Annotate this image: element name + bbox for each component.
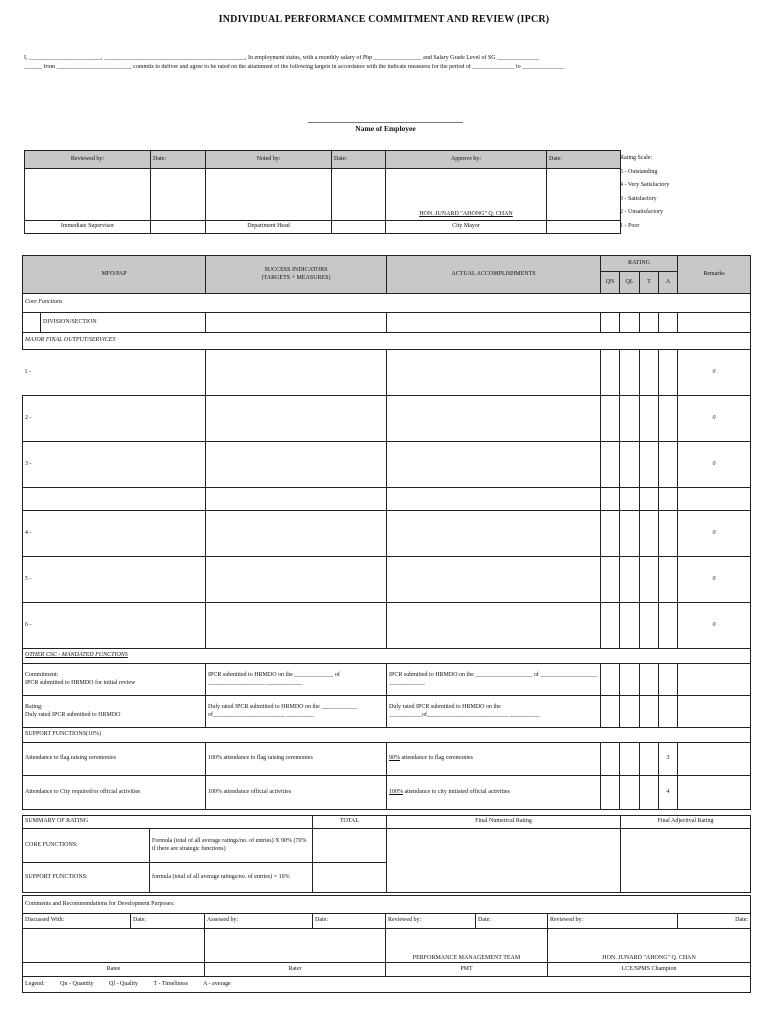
- final-adjectival-cell[interactable]: [621, 829, 751, 893]
- ql-cell[interactable]: [620, 313, 640, 333]
- remarks-header: Remarks: [678, 256, 751, 294]
- rating-si-cell[interactable]: Duly rated IPCR submitted to HRMDO on the ____________ of________________________ _________: [206, 696, 387, 728]
- si-cell[interactable]: [206, 442, 387, 488]
- name-signature-line: [308, 122, 463, 123]
- core-total-cell[interactable]: [313, 829, 387, 863]
- rater-signature-cell[interactable]: [205, 929, 386, 963]
- ql-cell[interactable]: [620, 743, 640, 776]
- city-actual-text: attendance to city initiated official activities: [403, 788, 510, 795]
- reviewed-by-header: Reviewed by:: [25, 151, 151, 169]
- flag-actual-text: attendance to flag ceremonies: [400, 755, 473, 762]
- support-functions-label: SUPPORT FUNCTIONS(10%): [23, 728, 751, 743]
- footer-mayor-name: HON. JUNARD "AHONG" Q. CHAN: [548, 929, 751, 963]
- commitment-label: Commitment:: [25, 672, 59, 678]
- commitment-si-cell[interactable]: IPCR submitted to HRMDO on the _____________ of ___________________ ____________: [206, 664, 387, 696]
- support-formula: formula (total of all average ratings/no. of entries) = 10%: [150, 863, 313, 893]
- qn-cell[interactable]: [601, 396, 620, 442]
- reviewed-by-label: Reviewed by:: [386, 914, 476, 929]
- t-cell[interactable]: [640, 776, 659, 810]
- comments-label[interactable]: Comments and Recommendations for Development Purposes:: [23, 896, 751, 914]
- blank-cell: [387, 488, 601, 511]
- actual-cell[interactable]: [387, 350, 601, 396]
- mfo-row-cell[interactable]: [23, 442, 206, 488]
- qn-cell[interactable]: [601, 350, 620, 396]
- commitment-mfo-cell: [23, 664, 206, 696]
- rating-actual-cell[interactable]: Duly rated IPCR submitted to HRMDO on the ___________of___________________________ __________: [387, 696, 601, 728]
- t-cell[interactable]: [640, 696, 659, 728]
- a-cell[interactable]: [659, 350, 678, 396]
- a-header: A: [659, 272, 678, 294]
- success-indicators-header: [206, 256, 387, 294]
- ratee-signature-cell[interactable]: [23, 929, 205, 963]
- assessed-by-label: Assessed by:: [205, 914, 313, 929]
- rating-scale-item: 1 - Poor: [620, 222, 640, 229]
- blank-cell: [547, 221, 621, 234]
- city-average: 4: [659, 776, 678, 810]
- mayor-date-cell[interactable]: [547, 169, 621, 221]
- remarks-value: 0: [678, 442, 751, 488]
- city-actual-percent: 100%: [389, 788, 404, 795]
- blank-cell: [332, 221, 386, 234]
- noted-by-header: Noted by:: [206, 151, 332, 169]
- commitment-statement-line2: ______ from _________________________ commits to deliver and agree to be rated on the attainment of the following targets in accordance with the indicate measures for the period of ______________ to ______________: [24, 64, 565, 70]
- rating-scale-title: Rating Scale:: [620, 155, 653, 161]
- ql-cell[interactable]: [620, 776, 640, 810]
- employee-name-label: Name of Employee: [355, 124, 416, 133]
- core-formula: Formula (total of all average ratings/no. of entries) X 90% (70% if there are strategic functions): [150, 829, 313, 863]
- ql-cell[interactable]: [620, 557, 640, 603]
- row-number: 4 -: [25, 529, 32, 536]
- division-si-cell[interactable]: [206, 313, 387, 333]
- actual-cell[interactable]: [387, 557, 601, 603]
- pmt-label: PMT: [386, 963, 548, 977]
- support-functions-summary-label: SUPPORT FUNCTIONS:: [23, 863, 150, 893]
- division-actual-cell[interactable]: [387, 313, 601, 333]
- a-cell[interactable]: [659, 511, 678, 557]
- final-numerical-label: Final Numerical Rating: [387, 816, 621, 829]
- rating-desc: Duly rated IPCR submitted to HRMDO: [25, 711, 121, 718]
- blank-cell: [206, 488, 387, 511]
- success-indicators-subtitle: (TARGETS + MEASURES): [261, 274, 331, 281]
- date-header-2: Date:: [332, 151, 386, 169]
- blank-cell: [659, 488, 678, 511]
- si-cell[interactable]: [206, 557, 387, 603]
- rating-scale-item: 4 - Very Satisfactory: [620, 182, 670, 188]
- remarks-cell[interactable]: [678, 743, 751, 776]
- summary-table: [22, 815, 751, 893]
- blank-cell: [620, 488, 640, 511]
- ql-cell[interactable]: [620, 511, 640, 557]
- blank-cell: [640, 488, 659, 511]
- major-final-output-label: MAJOR FINAL OUTPUT/SERVICES: [23, 333, 751, 350]
- qn-cell[interactable]: [601, 696, 620, 728]
- city-mfo-cell: Attendance to City required/or official activities: [23, 776, 206, 810]
- qn-cell[interactable]: [601, 313, 620, 333]
- qn-cell[interactable]: [601, 776, 620, 810]
- success-indicators-title: SUCCESS INDICATORS: [264, 267, 328, 273]
- signatories-table: [24, 150, 621, 234]
- blank-cell: [23, 488, 206, 511]
- t-cell[interactable]: [640, 743, 659, 776]
- row-number: 2 -: [25, 414, 32, 421]
- si-cell[interactable]: [206, 350, 387, 396]
- department-head-label: Department Head: [206, 221, 332, 234]
- actual-cell[interactable]: [387, 396, 601, 442]
- rating-label: Rating:: [25, 704, 43, 710]
- blank-cell: [678, 488, 751, 511]
- remarks-cell[interactable]: [678, 313, 751, 333]
- mfo-pap-header: MFO/PAP: [23, 256, 206, 294]
- a-cell[interactable]: [659, 696, 678, 728]
- city-actual-cell[interactable]: [387, 776, 601, 810]
- row-number: 6 -: [25, 621, 32, 628]
- t-cell[interactable]: [640, 557, 659, 603]
- commitment-desc: IPCR submitted to HRMDO for initial review: [25, 679, 136, 686]
- mfo-row-cell[interactable]: [23, 350, 206, 396]
- actual-cell[interactable]: [387, 442, 601, 488]
- discussed-with-label: Discussed With:: [23, 914, 131, 929]
- row-number: 1 -: [24, 368, 31, 375]
- dept-head-date-cell[interactable]: [332, 169, 386, 221]
- t-cell[interactable]: [640, 442, 659, 488]
- other-csc-label: OTHER CSC - MANDATED FUNCTIONS: [23, 649, 751, 664]
- row-number: 3 -: [25, 460, 32, 467]
- blank-cell: [151, 221, 206, 234]
- rating-header: RATING: [601, 256, 678, 272]
- flag-si-cell[interactable]: 100% attendance to flag raising ceremonies: [206, 743, 387, 776]
- qn-header: QN: [601, 272, 620, 294]
- remarks-cell[interactable]: [678, 696, 751, 728]
- remarks-cell[interactable]: [678, 776, 751, 810]
- date-header-3: Date:: [547, 151, 621, 169]
- remarks-cell[interactable]: [678, 664, 751, 696]
- t-cell[interactable]: [640, 350, 659, 396]
- remarks-value: 0: [678, 557, 751, 603]
- rating-scale-item: 2 - Unsatisfactory: [620, 209, 663, 215]
- ql-cell[interactable]: [620, 350, 640, 396]
- date-label: Date:: [476, 914, 548, 929]
- remarks-value: 0: [678, 603, 751, 649]
- t-header: T: [640, 272, 659, 294]
- a-cell[interactable]: [659, 313, 678, 333]
- mfo-row-cell[interactable]: [23, 511, 206, 557]
- legend-item: T - Timeliness: [153, 980, 188, 987]
- date-header-1: Date:: [151, 151, 206, 169]
- a-cell[interactable]: [659, 396, 678, 442]
- mfo-row-cell[interactable]: [23, 603, 206, 649]
- flag-actual-cell[interactable]: [387, 743, 601, 776]
- lce-label: LCE/SPMS Champion: [548, 963, 751, 977]
- legend-label: Legend:: [25, 980, 45, 987]
- city-si-cell[interactable]: 100% attendance official activities: [206, 776, 387, 810]
- rating-mfo-cell: [23, 696, 206, 728]
- division-section-label: DIVISION/SECTION: [41, 313, 206, 333]
- a-cell[interactable]: [659, 664, 678, 696]
- t-cell[interactable]: [640, 511, 659, 557]
- reviewed-by-label: Reviewed by:: [548, 914, 678, 929]
- core-functions-label: Core Functions: [23, 294, 751, 313]
- blank-cell: [601, 488, 620, 511]
- legend: [23, 977, 751, 993]
- supervisor-date-cell[interactable]: [151, 169, 206, 221]
- rater-label: Rater: [205, 963, 386, 977]
- actual-cell[interactable]: [387, 511, 601, 557]
- si-cell[interactable]: [206, 396, 387, 442]
- ql-cell[interactable]: [620, 396, 640, 442]
- mfo-row-cell[interactable]: [23, 396, 206, 442]
- qn-cell[interactable]: [601, 511, 620, 557]
- ipcr-main-table: [22, 255, 751, 810]
- mfo-row-cell[interactable]: [23, 557, 206, 603]
- t-cell[interactable]: [640, 313, 659, 333]
- rating-scale: [620, 152, 760, 233]
- ql-cell[interactable]: [620, 664, 640, 696]
- core-functions-summary-label: CORE FUNCTIONS:: [23, 829, 150, 863]
- remarks-value: 0: [678, 350, 751, 396]
- support-total-cell[interactable]: [313, 863, 387, 893]
- a-cell[interactable]: [659, 442, 678, 488]
- remarks-value: 0: [678, 396, 751, 442]
- pmt-team-label: PERFORMANCE MANAGEMENT TEAM: [386, 929, 548, 963]
- legend-item: Ql - Quality: [109, 980, 138, 987]
- summary-of-rating-label: SUMMARY OF RATING: [23, 816, 313, 829]
- total-label: TOTAL: [313, 816, 387, 829]
- si-cell[interactable]: [206, 511, 387, 557]
- rating-scale-item: 5 - Outstanding: [620, 168, 658, 175]
- rating-scale-item: 3 - Satisfactory: [620, 195, 657, 202]
- legend-item: A - average: [203, 980, 231, 987]
- dept-head-signature-cell[interactable]: [206, 169, 332, 221]
- flag-actual-percent: 90%: [389, 755, 401, 762]
- immediate-supervisor-label: Immediate Supervisor: [25, 221, 151, 234]
- commitment-actual-cell[interactable]: IPCR submitted to HRMDO on the ___________________ of ___________________ ____________: [387, 664, 601, 696]
- si-cell[interactable]: [206, 603, 387, 649]
- flag-average: 3: [659, 743, 678, 776]
- mayor-name-cell: HON. JUNARD "AHONG" Q. CHAN: [386, 169, 547, 221]
- supervisor-signature-cell[interactable]: [25, 169, 151, 221]
- footer-table: [22, 895, 751, 993]
- form-title: INDIVIDUAL PERFORMANCE COMMITMENT AND REVIEW (IPCR): [218, 14, 550, 25]
- ratee-label: Ratee: [23, 963, 205, 977]
- t-cell[interactable]: [640, 664, 659, 696]
- remarks-value: 0: [678, 511, 751, 557]
- ql-cell[interactable]: [620, 603, 640, 649]
- actual-cell[interactable]: [387, 603, 601, 649]
- date-label: Date:: [678, 914, 751, 929]
- qn-cell[interactable]: [601, 603, 620, 649]
- legend-item: Qn - Quantity: [60, 980, 94, 987]
- qn-cell[interactable]: [601, 557, 620, 603]
- flag-mfo-cell: Attendance to flag raising ceremonies: [23, 743, 206, 776]
- date-label: Date:: [131, 914, 205, 929]
- final-numerical-cell[interactable]: [387, 829, 621, 893]
- qn-cell[interactable]: [601, 664, 620, 696]
- a-cell[interactable]: [659, 603, 678, 649]
- ql-cell[interactable]: [620, 696, 640, 728]
- commitment-statement-line1: I, ________________________, _______________________________________________, In employment status, with a monthly salary of Php ________________ and Salary Grade Level of SG ______________: [24, 55, 540, 61]
- final-adjectival-label: Final Adjectival Rating: [621, 816, 751, 829]
- actual-accomplishments-header: ACTUAL ACCOMPLISHMENTS: [387, 256, 601, 294]
- approved-by-header: Approve by:: [386, 151, 547, 169]
- blank-cell: [23, 313, 41, 333]
- a-cell[interactable]: [659, 557, 678, 603]
- ql-cell[interactable]: [620, 442, 640, 488]
- date-label: Date:: [313, 914, 386, 929]
- t-cell[interactable]: [640, 396, 659, 442]
- qn-cell[interactable]: [601, 442, 620, 488]
- row-number: 5 -: [25, 575, 32, 582]
- t-cell[interactable]: [640, 603, 659, 649]
- ql-header: QL: [620, 272, 640, 294]
- city-mayor-label: City Mayor: [386, 221, 547, 234]
- qn-cell[interactable]: [601, 743, 620, 776]
